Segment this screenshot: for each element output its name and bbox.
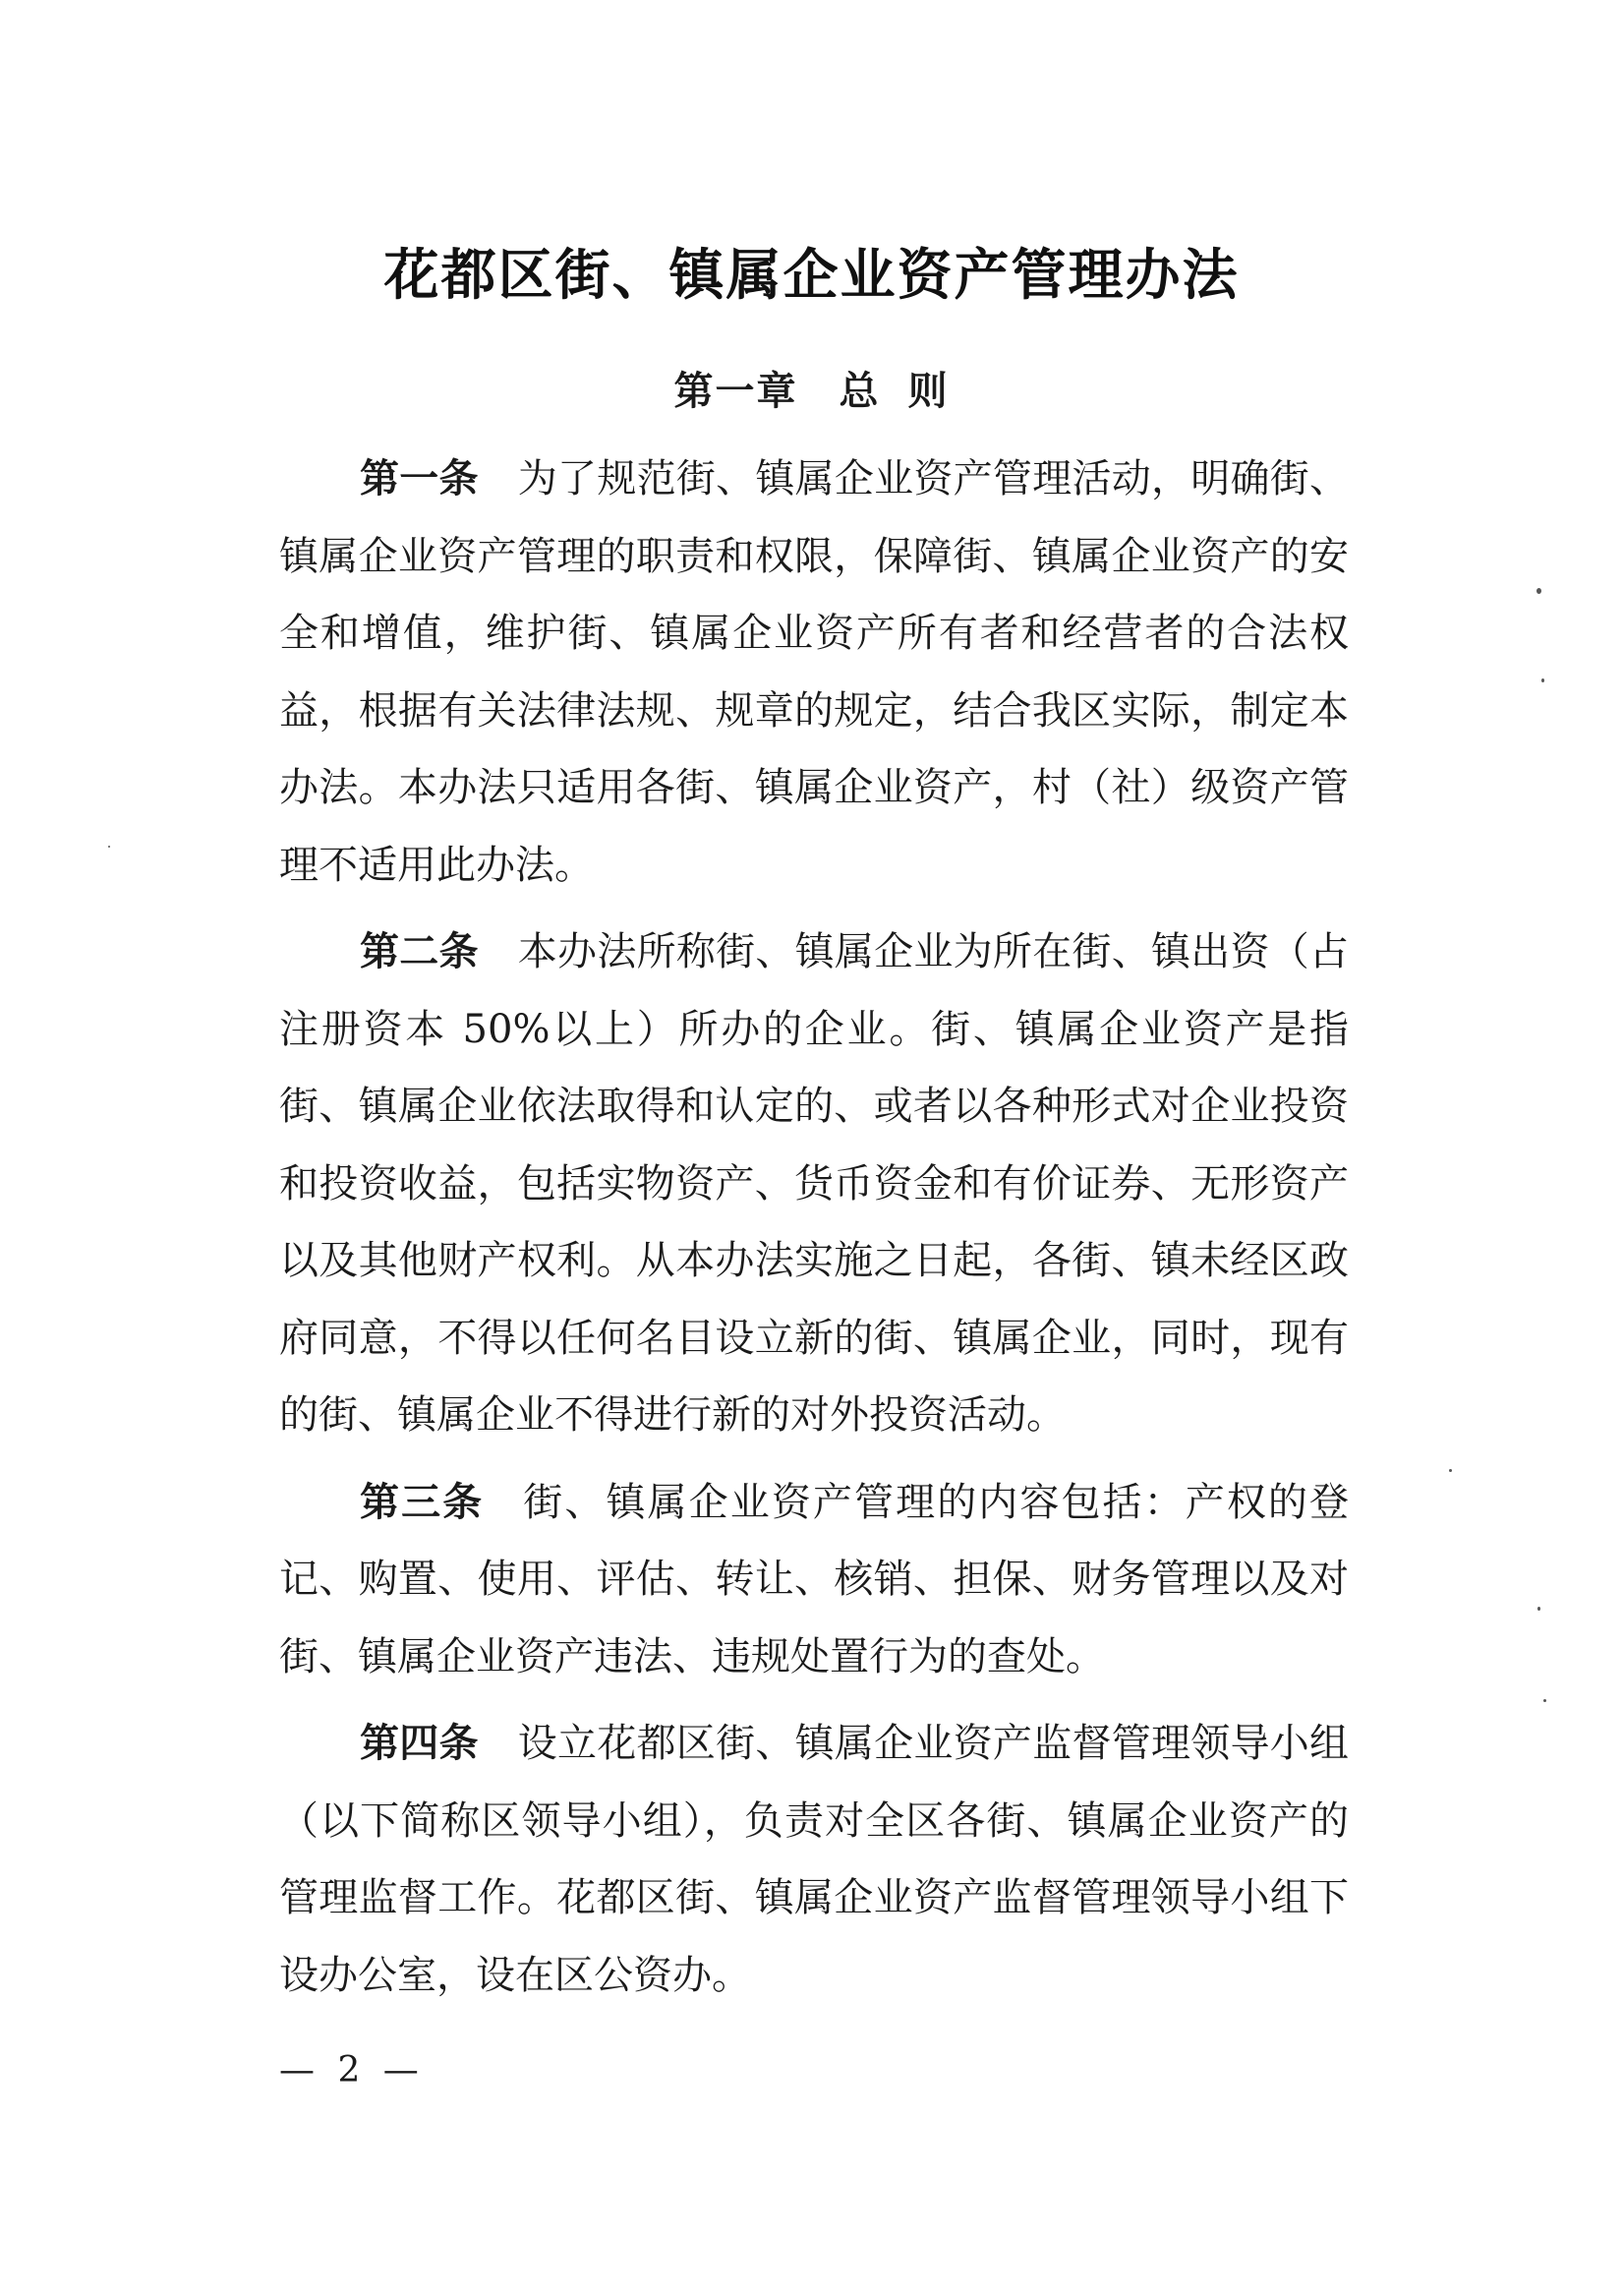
article-text: 本办法所称街、镇属企业为所在街、镇出资（占注册资本 50%以上）所办的企业。街、镇属企业资产是指街、镇属企业依法取得和认定的、或者以各种形式对企业投资和投资收益，包括实物资产、货币资金和有价证券、无形资产以及其他财产权利。从本办法实施之日起，各街、镇未经区政府同意，不得以任何名目设立新的街、镇属企业，同时，现有的街、镇属企业不得进行新的对外投资活动。 <box>279 929 1350 1438</box>
scan-speck <box>1543 1699 1546 1702</box>
article-text: 为了规范街、镇属企业资产管理活动，明确街、镇属企业资产管理的职责和权限，保障街、镇属企业资产的安全和增值，维护街、镇属企业资产所有者和经营者的合法权益，根据有关法律法规、规章的规定，结合我区实际，制定本办法。本办法只适用各街、镇属企业资产，村（社）级资产管理不适用此办法。 <box>279 456 1350 888</box>
scan-speck <box>1541 678 1544 682</box>
article-text: 街、镇属企业资产管理的内容包括：产权的登记、购置、使用、评估、转让、核销、担保、财务管理以及对街、镇属企业资产违法、违规处置行为的查处。 <box>279 1479 1350 1679</box>
article-number: 第二条 <box>360 928 479 974</box>
chapter-title-char-2: 则 <box>907 368 950 414</box>
scan-speck <box>1537 1607 1540 1611</box>
scan-speck <box>108 846 110 848</box>
chapter-number: 第一章 <box>673 368 798 414</box>
article-3 <box>279 1464 1349 1696</box>
scan-speck <box>1536 588 1541 594</box>
article-number: 第三条 <box>360 1478 485 1525</box>
article-4 <box>279 1705 1349 2014</box>
chapter-heading <box>0 360 1623 416</box>
article-number: 第四条 <box>360 1720 479 1766</box>
document-title: 花都区街、镇属企业资产管理办法 <box>383 243 1240 308</box>
document-body <box>279 441 1349 2014</box>
scan-speck <box>1449 1469 1452 1472</box>
article-2 <box>279 913 1349 1454</box>
article-text: 设立花都区街、镇属企业资产监督管理领导小组（以下简称区领导小组），负责对全区各街、镇属企业资产的管理监督工作。花都区街、镇属企业资产监督管理领导小组下设办公室，设在区公资办。 <box>279 1721 1350 1998</box>
chapter-title-char-1: 总 <box>839 368 881 414</box>
page-number: — 2 — <box>279 2050 425 2090</box>
article-number: 第一条 <box>360 455 479 501</box>
article-1 <box>279 441 1349 904</box>
